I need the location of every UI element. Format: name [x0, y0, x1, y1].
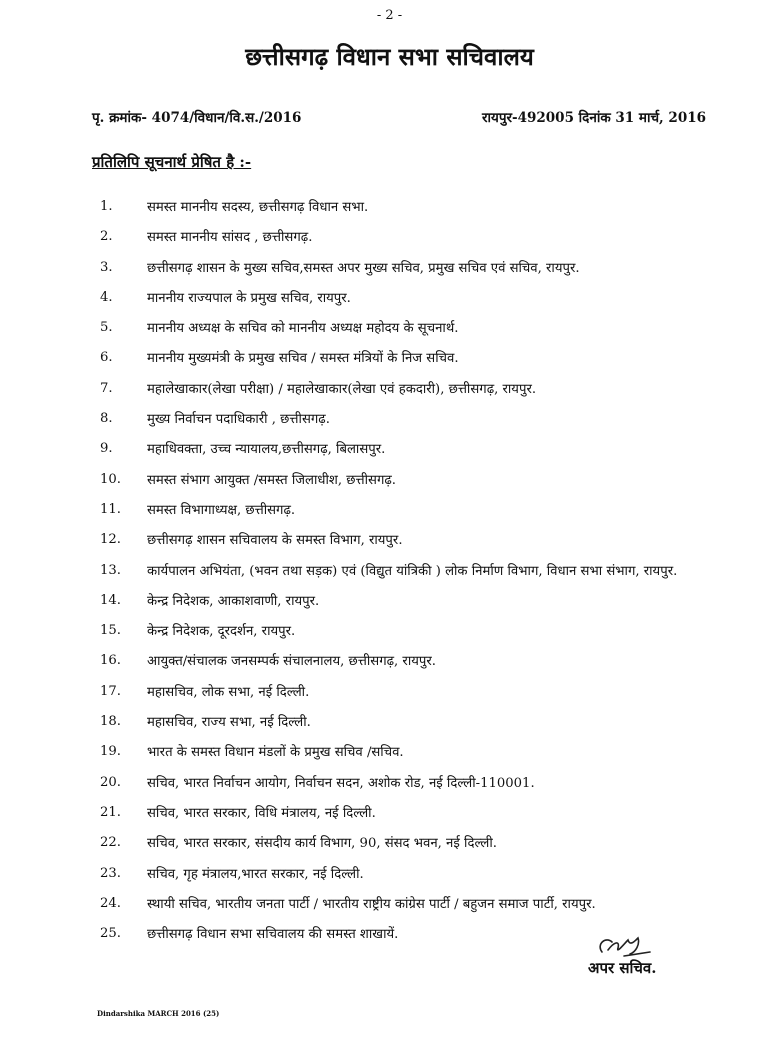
list-item-number: 8. — [100, 411, 113, 427]
list-item — [0, 526, 779, 556]
list-item-text: माननीय राज्यपाल के प्रमुख सचिव, रायपुर. — [147, 290, 351, 306]
list-item — [0, 314, 779, 344]
list-item-text: छत्तीसगढ़ शासन के मुख्य सचिव,समस्त अपर मुख्य सचिव, प्रमुख सचिव एवं सचिव, रायपुर. — [147, 260, 580, 276]
list-item-number: 6. — [100, 350, 113, 366]
list-item — [0, 769, 779, 799]
footer-note: Dindarshika MARCH 2016 (25) — [97, 1009, 220, 1018]
list-item — [0, 829, 779, 859]
list-item — [0, 860, 779, 890]
recipient-list — [0, 193, 779, 950]
list-item-text: समस्त विभागाध्यक्ष, छत्तीसगढ़. — [147, 502, 296, 518]
list-item — [0, 496, 779, 526]
reference-number: पृ. क्रमांक- 4074/विधान/वि.स./2016 — [92, 110, 302, 126]
list-item-text: सचिव, भारत निर्वाचन आयोग, निर्वाचन सदन, अशोक रोड, नई दिल्ली-110001. — [147, 775, 535, 791]
list-item-text: समस्त संभाग आयुक्त /समस्त जिलाधीश, छत्तीसगढ़. — [147, 472, 397, 488]
list-item — [0, 375, 779, 405]
list-item — [0, 799, 779, 829]
list-item-text: भारत के समस्त विधान मंडलों के प्रमुख सचिव /सचिव. — [147, 745, 404, 761]
list-item-text: स्थायी सचिव, भारतीय जनता पार्टी / भारतीय राष्ट्रीय कांग्रेस पार्टी / बहुजन समाज पार्टी, रायपुर. — [147, 896, 596, 912]
list-item — [0, 678, 779, 708]
list-item-text: केन्द्र निदेशक, आकाशवाणी, रायपुर. — [147, 593, 320, 609]
list-item-text: आयुक्त/संचालक जनसम्पर्क संचालनालय, छत्तीसगढ़, रायपुर. — [147, 654, 436, 670]
list-item — [0, 223, 779, 253]
list-item-number: 14. — [100, 592, 121, 608]
list-item-number: 18. — [100, 714, 121, 730]
list-item-number: 13. — [100, 562, 121, 578]
list-item-text: छत्तीसगढ़ शासन सचिवालय के समस्त विभाग, रायपुर. — [147, 533, 403, 549]
copy-forwarded-heading: प्रतिलिपि सूचनार्थ प्रेषित है :- — [92, 153, 252, 171]
list-item-number: 9. — [100, 441, 113, 457]
list-item-number: 16. — [100, 653, 121, 669]
list-item — [0, 587, 779, 617]
list-item-text: सचिव, गृह मंत्रालय,भारत सरकार, नई दिल्ली. — [147, 866, 364, 882]
list-item — [0, 284, 779, 314]
list-item-number: 21. — [100, 804, 121, 820]
list-item-number: 11. — [100, 501, 121, 517]
list-item-number: 10. — [100, 471, 121, 487]
list-item — [0, 738, 779, 768]
list-item — [0, 193, 779, 223]
list-item-text: समस्त माननीय सदस्य, छत्तीसगढ़ विधान सभा. — [147, 200, 369, 215]
list-item-number: 22. — [100, 835, 121, 851]
list-item — [0, 920, 779, 950]
list-item-number: 24. — [100, 895, 121, 911]
page-number: - 2 - — [376, 8, 403, 23]
list-item — [0, 344, 779, 374]
list-item-number: 4. — [100, 289, 113, 305]
list-item — [0, 708, 779, 738]
place-date: रायपुर-492005 दिनांक 31 मार्च, 2016 — [481, 110, 706, 126]
list-item-number: 5. — [100, 320, 113, 336]
list-item-text: सचिव, भारत सरकार, विधि मंत्रालय, नई दिल्ली. — [147, 805, 376, 821]
list-item-number: 20. — [100, 774, 121, 790]
list-item-number: 19. — [100, 744, 121, 760]
signatory-designation: अपर सचिव. — [588, 959, 657, 977]
list-item-text: समस्त माननीय सांसद , छत्तीसगढ़. — [147, 230, 313, 246]
list-item — [0, 617, 779, 647]
list-item-number: 12. — [100, 532, 121, 548]
list-item-number: 17. — [100, 683, 121, 699]
list-item-text: कार्यपालन अभियंता, (भवन तथा सड़क) एवं (विद्युत यांत्रिकी ) लोक निर्माण विभाग, विधान सभा संभाग, रायपुर. — [147, 563, 678, 579]
list-item-number: 25. — [100, 926, 121, 942]
list-item — [0, 890, 779, 920]
list-item-text: महासचिव, लोक सभा, नई दिल्ली. — [147, 684, 310, 700]
list-item — [0, 557, 779, 587]
list-item — [0, 405, 779, 435]
list-item — [0, 466, 779, 496]
list-item-number: 7. — [100, 380, 113, 396]
list-item-text: माननीय मुख्यमंत्री के प्रमुख सचिव / समस्त मंत्रियों के निज सचिव. — [147, 351, 459, 367]
list-item-text: महासचिव, राज्य सभा, नई दिल्ली. — [147, 715, 311, 731]
list-item-text: सचिव, भारत सरकार, संसदीय कार्य विभाग, 90, संसद भवन, नई दिल्ली. — [147, 836, 497, 852]
list-item-number: 1. — [100, 199, 113, 214]
list-item — [0, 435, 779, 465]
list-item-text: केन्द्र निदेशक, दूरदर्शन, रायपुर. — [147, 624, 296, 640]
list-item-number: 23. — [100, 865, 121, 881]
list-item-number: 2. — [100, 229, 113, 245]
list-item-text: माननीय अध्यक्ष के सचिव को माननीय अध्यक्ष महोदय के सूचनार्थ. — [147, 321, 459, 337]
page-title: छत्तीसगढ़ विधान सभा सचिवालय — [245, 42, 534, 71]
list-item-number: 3. — [100, 259, 113, 275]
list-item-text: मुख्य निर्वाचन पदाधिकारी , छत्तीसगढ़. — [147, 412, 330, 428]
list-item — [0, 647, 779, 677]
list-item-text: महालेखाकार(लेखा परीक्षा) / महालेखाकार(लेखा एवं हकदारी), छत्तीसगढ़, रायपुर. — [147, 381, 537, 397]
list-item-number: 15. — [100, 623, 121, 639]
list-item-text: छत्तीसगढ़ विधान सभा सचिवालय की समस्त शाखायें. — [147, 927, 399, 943]
list-item — [0, 254, 779, 284]
list-item-text: महाधिवक्ता, उच्च न्यायालय,छत्तीसगढ़, बिलासपुर. — [147, 442, 386, 458]
